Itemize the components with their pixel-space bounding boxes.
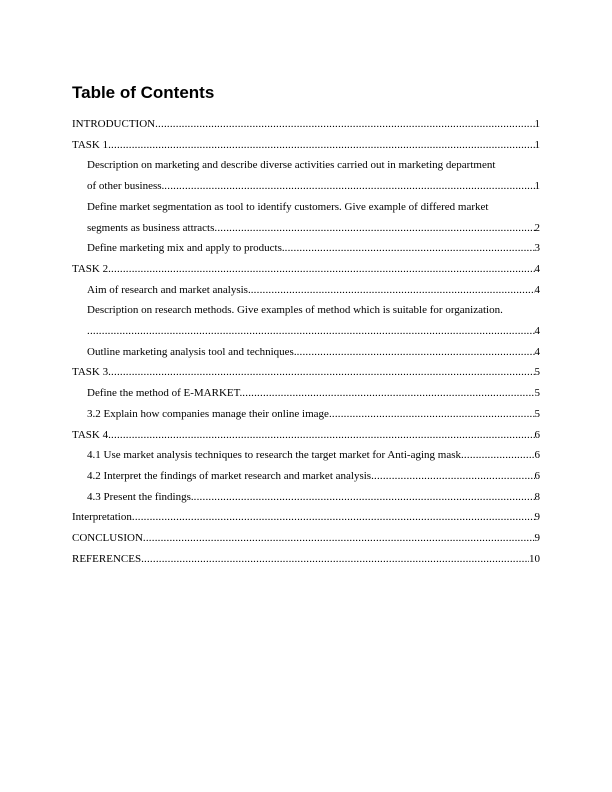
toc-entry-page: 6 — [534, 469, 540, 482]
dot-leader — [371, 466, 534, 487]
dot-leader — [285, 238, 535, 259]
toc-entry-text: CONCLUSION — [72, 532, 143, 545]
toc-entry-page: 9 — [534, 511, 540, 524]
toc-entry-text: INTRODUCTION — [72, 118, 156, 130]
toc-entry-page: 4 — [534, 325, 540, 338]
toc-entry-page: 6 — [534, 449, 540, 462]
toc-entry-task4[interactable] — [72, 425, 540, 446]
dot-leader — [251, 280, 535, 301]
toc-entry-online-image[interactable] — [72, 404, 540, 425]
toc-entry-page: 1 — [534, 138, 540, 151]
dot-leader — [155, 114, 534, 135]
toc-entry-page: 5 — [534, 387, 540, 400]
toc-entry-page: 6 — [534, 428, 540, 441]
dot-leader — [194, 487, 535, 508]
dot-leader — [164, 176, 534, 197]
toc-entry-e-market[interactable] — [72, 383, 540, 404]
toc-entry-present-findings[interactable] — [72, 487, 540, 508]
toc-entry-text-line1: Description on marketing and describe diverse activities carried out in marketing department — [87, 159, 496, 172]
toc-entry-text: 4.3 Present the findings. — [87, 490, 194, 503]
dot-leader — [297, 342, 535, 363]
toc-entry-text: TASK 4 — [72, 428, 109, 441]
toc-entry-page: 8 — [534, 490, 540, 503]
toc-entry-text: TASK 3 — [72, 366, 109, 379]
table-of-contents — [72, 114, 540, 569]
dot-leader — [108, 135, 534, 156]
toc-entry-marketing-activities[interactable] — [72, 155, 540, 196]
toc-entry-marketing-mix[interactable] — [72, 238, 540, 259]
toc-title: Table of Contents — [72, 83, 215, 102]
toc-entry-text: 4.1 Use market analysis techniques to research the target market for Anti-aging mask — [87, 449, 461, 462]
dot-leader — [242, 383, 534, 404]
toc-entry-page: 5 — [534, 407, 540, 420]
toc-entry-text: TASK 2 — [72, 262, 109, 275]
dot-leader — [108, 425, 534, 446]
toc-entry-page: 9 — [534, 532, 540, 545]
dot-leader — [108, 259, 534, 280]
toc-entry-page: 10 — [529, 552, 540, 565]
dot-leader — [143, 528, 535, 549]
toc-entry-text: TASK 1 — [72, 138, 109, 151]
toc-entry-interpretation[interactable] — [72, 507, 540, 528]
dot-leader — [108, 362, 534, 383]
toc-entry-research-methods[interactable] — [72, 300, 540, 341]
toc-entry-page: 4 — [534, 283, 540, 296]
toc-entry-page: 2 — [534, 221, 540, 234]
toc-entry-interpret-findings[interactable] — [72, 466, 540, 487]
toc-entry-text: 3.2 Explain how companies manage their online image — [87, 407, 329, 420]
toc-entry-page: 3 — [534, 242, 540, 255]
toc-entry-text: Define the method of E-MARKET. — [87, 387, 243, 400]
dot-leader — [141, 549, 529, 570]
toc-entry-text: Outline marketing analysis tool and techniques. — [87, 345, 297, 358]
dot-leader — [214, 218, 534, 239]
dot-leader — [461, 445, 535, 466]
toc-entry-page: 1 — [534, 118, 540, 130]
toc-entry-market-segmentation[interactable] — [72, 197, 540, 238]
toc-entry-task3[interactable] — [72, 362, 540, 383]
toc-entry-text: 4.2 Interpret the findings of market research and market analysis — [87, 469, 372, 482]
toc-entry-text-line1: Description on research methods. Give examples of method which is suitable for organization. — [87, 304, 503, 317]
dot-leader — [132, 507, 535, 528]
toc-entry-text: Interpretation — [72, 511, 132, 524]
toc-entry-page: 4 — [534, 262, 540, 275]
toc-entry-market-analysis-techniques[interactable] — [72, 445, 540, 466]
toc-entry-conclusion[interactable] — [72, 528, 540, 549]
toc-entry-text-line2: segments as business attracts — [87, 221, 215, 234]
toc-entry-page: 4 — [534, 345, 540, 358]
toc-entry-task1[interactable] — [72, 135, 540, 156]
dot-leader — [87, 321, 535, 342]
toc-entry-introduction[interactable] — [72, 114, 540, 135]
toc-entry-page: 1 — [534, 180, 540, 193]
toc-entry-page: 5 — [534, 366, 540, 379]
toc-entry-references[interactable] — [72, 549, 540, 570]
toc-entry-marketing-analysis-tools[interactable] — [72, 342, 540, 363]
toc-entry-text-line1: Define market segmentation as tool to identify customers. Give example of differed market — [87, 200, 489, 213]
toc-entry-text: REFERENCES — [72, 552, 142, 565]
toc-entry-task2[interactable] — [72, 259, 540, 280]
toc-entry-text: Aim of research and market analysis. — [87, 283, 251, 296]
dot-leader — [329, 404, 535, 425]
toc-entry-aim-of-research[interactable] — [72, 280, 540, 301]
toc-entry-text-line2: of other business. — [87, 180, 165, 193]
toc-entry-text: Define marketing mix and apply to products. — [87, 242, 285, 255]
